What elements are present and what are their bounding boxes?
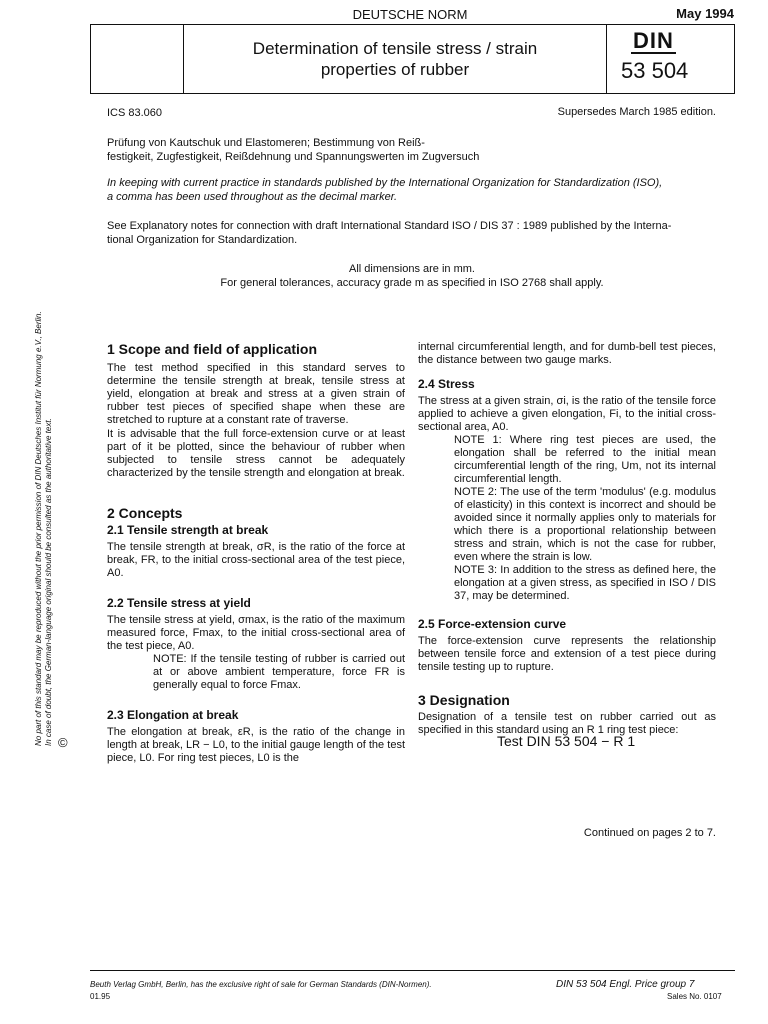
ics-code: ICS 83.060	[107, 107, 163, 119]
section-2-4-paragraph: The stress at a given strain, σi, is the ratio of the tensile force applied to achieve a given elongation, Fi, to the initial cross-sectional area, A0.	[418, 395, 716, 433]
decimal-note-line-1: In keeping with current practice in standards published by the International Organization for Standardization (ISO),	[107, 177, 663, 189]
section-2-2-note: NOTE: If the tensile testing of rubber is carried out at or above ambient temperature, force FR is generally equal to force Fmax.	[153, 653, 405, 691]
decimal-note-line-2: a comma has been used throughout as the decimal marker.	[107, 191, 398, 203]
sales-number: Sales No. 0107	[667, 992, 722, 1001]
explanatory-note	[107, 219, 717, 247]
german-title-line-1: Prüfung von Kautschuk und Elastomeren; Bestimmung von Reiß-	[107, 137, 425, 149]
copyright-line-1: No part of this standard may be reproduced without the prior permission of DIN Deutsches Institut für Normung e.V., Berlin.	[34, 311, 43, 746]
section-3-heading: 3 Designation	[418, 692, 510, 708]
document-title	[183, 38, 607, 80]
explanatory-line-1: See Explanatory notes for connection with draft International Standard ISO / DIS 37 : 1989 published by the Interna-	[107, 220, 672, 232]
decimal-marker-note	[107, 176, 717, 204]
dimensions-note: All dimensions are in mm.	[349, 263, 475, 275]
section-1-paragraph-2: It is advisable that the full force-extension curve or at least part of it be plotted, since the behaviour of rubber when subjected to tensile stress cannot be adequately characterized by the tensile strength and elongation at break.	[107, 428, 405, 479]
din-number-cell	[606, 24, 734, 93]
section-3-paragraph: Designation of a tensile test on rubber carried out as specified in this standard using an R 1 ring test piece:	[418, 711, 716, 736]
document-title-line-1: Determination of tensile stress / strain	[252, 39, 538, 58]
explanatory-line-2: tional Organization for Standardization.	[107, 234, 298, 246]
vertical-copyright-text	[34, 226, 54, 746]
continued-note: Continued on pages 2 to 7.	[583, 827, 716, 839]
section-1-heading: 1 Scope and field of application	[107, 341, 318, 357]
standard-type-label: DEUTSCHE NORM	[352, 7, 468, 22]
title-block	[90, 24, 735, 94]
din-logo: DIN	[633, 28, 674, 53]
document-title-line-2: properties of rubber	[320, 60, 470, 79]
section-2-3-paragraph: The elongation at break, εR, is the ratio of the change in length at break, LR − L0, to the initial gauge length of the test piece, L0. For ring test pieces, L0 is the	[107, 726, 405, 764]
section-2-3-continued: internal circumferential length, and for dumb-bell test pieces, the distance between two gauge marks.	[418, 341, 716, 366]
section-2-heading: 2 Concepts	[107, 505, 183, 521]
german-title-line-2: festigkeit, Zugfestigkeit, Reißdehnung und Spannungswerten im Zugversuch	[107, 151, 480, 163]
issue-date: May 1994	[676, 6, 734, 21]
tolerances-note: For general tolerances, accuracy grade m as specified in ISO 2768 shall apply.	[220, 277, 604, 289]
section-1-paragraph-1: The test method specified in this standard serves to determine the tensile strength at break, tensile stress at yield, elongation at break and stress at a given strain of rubber test pieces of specified shape when these are stretched to rupture at a constant rate of traverse.	[107, 362, 405, 426]
title-block-left-cell	[91, 24, 184, 93]
footer-code: 01.95	[90, 992, 111, 1001]
footer-rule	[90, 970, 735, 971]
publisher-footer	[90, 980, 432, 1002]
header-rule	[90, 24, 735, 25]
german-title	[107, 136, 717, 164]
section-2-4-heading: 2.4 Stress	[418, 377, 475, 391]
din-standard-number: 53 504	[621, 58, 689, 83]
section-2-1-paragraph: The tensile strength at break, σR, is the ratio of the force at break, FR, to the initial cross-sectional area of the test piece, A0.	[107, 541, 405, 579]
left-column	[107, 341, 405, 765]
section-2-3-heading: 2.3 Elongation at break	[107, 708, 239, 722]
note-1: NOTE 1: Where ring test pieces are used, the elongation shall be referred to the initial mean circumferential length of the ring, Um, not its internal circumferential length.	[454, 434, 716, 485]
price-group-line: DIN 53 504 Engl. Price group 7	[556, 979, 695, 990]
publisher-note: Beuth Verlag GmbH, Berlin, has the exclusive right of sale for German Standards (DIN-Normen).	[90, 980, 432, 989]
section-2-2-heading: 2.2 Tensile stress at yield	[107, 596, 251, 610]
supersedes-note: Supersedes March 1985 edition.	[557, 106, 716, 118]
right-column	[418, 341, 716, 737]
section-2-1-heading: 2.1 Tensile strength at break	[107, 523, 269, 537]
designation-example: Test DIN 53 504 − R 1	[497, 733, 636, 749]
price-footer	[556, 979, 736, 1001]
note-2: NOTE 2: The use of the term 'modulus' (e.g. modulus of elasticity) in this context is incorrect and should be avoided since it normally applies only to materials for which there is a proportional relationship between stress and strain, which is not the case for rubber, even where the strain is low.	[454, 486, 716, 563]
note-3: NOTE 3: In addition to the stress as defined here, the elongation at a given stress, as specified in ISO / DIS 37, may be determined.	[454, 564, 716, 602]
copyright-symbol: ©	[58, 735, 68, 750]
copyright-line-2: In case of doubt, the German-language original should be consulted as the authoritative text.	[44, 418, 53, 746]
section-2-5-paragraph: The force-extension curve represents the relationship between tensile force and extension of a test piece during tensile testing up to rupture.	[418, 635, 716, 673]
section-2-2-paragraph: The tensile stress at yield, σmax, is the ratio of the maximum measured force, Fmax, to the initial cross-sectional area of the test piece, A0.	[107, 614, 405, 652]
section-2-5-heading: 2.5 Force-extension curve	[418, 617, 567, 631]
